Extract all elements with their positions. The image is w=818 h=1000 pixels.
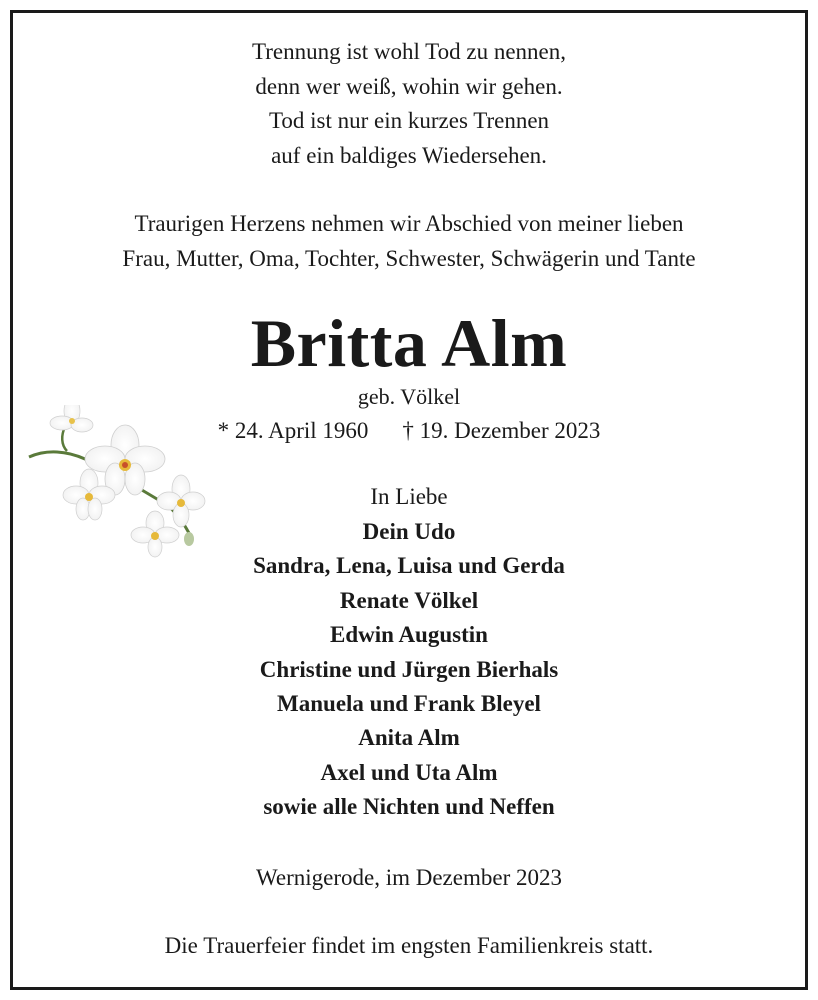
mourner-name: Anita Alm	[358, 725, 460, 751]
maiden-name: geb. Völkel	[357, 384, 461, 409]
death-date: † 19. Dezember 2023	[402, 418, 601, 443]
poem-line: denn wer weiß, wohin wir gehen.	[255, 73, 563, 99]
place-and-date: Wernigerode, im Dezember 2023	[256, 865, 562, 890]
poem-line: Trennung ist wohl Tod zu nennen,	[252, 39, 566, 64]
poem-line: Tod ist nur ein kurzes Trennen	[268, 108, 550, 133]
mourner-name: Renate Völkel	[339, 587, 479, 613]
mourner-name: Sandra, Lena, Luisa und Gerda	[253, 553, 565, 579]
birth-date: * 24. April 1960	[217, 418, 369, 443]
intro-line: Traurigen Herzens nehmen wir Abschied von meiner lieben	[134, 211, 684, 236]
poem-line: auf ein baldiges Wiedersehen.	[271, 142, 547, 168]
funeral-notice: Die Trauerfeier findet im engsten Familienkreis statt.	[164, 933, 654, 958]
mourner-name: Manuela und Frank Bleyel	[277, 691, 541, 717]
closing-phrase: In Liebe	[370, 484, 448, 509]
mourner-name: Christine und Jürgen Bierhals	[259, 656, 559, 682]
mourners-list	[13, 515, 805, 825]
mourner-name: Edwin Augustin	[330, 622, 488, 648]
intro-text	[13, 207, 805, 276]
obituary-card	[10, 10, 808, 990]
intro-line: Frau, Mutter, Oma, Tochter, Schwester, Schwägerin und Tante	[122, 245, 696, 271]
poem	[13, 35, 805, 173]
mourner-name: sowie alle Nichten und Neffen	[263, 794, 555, 820]
mourner-name: Axel und Uta Alm	[320, 759, 498, 785]
deceased-name: Britta Alm	[250, 305, 568, 381]
mourner-name: Dein Udo	[362, 519, 456, 544]
